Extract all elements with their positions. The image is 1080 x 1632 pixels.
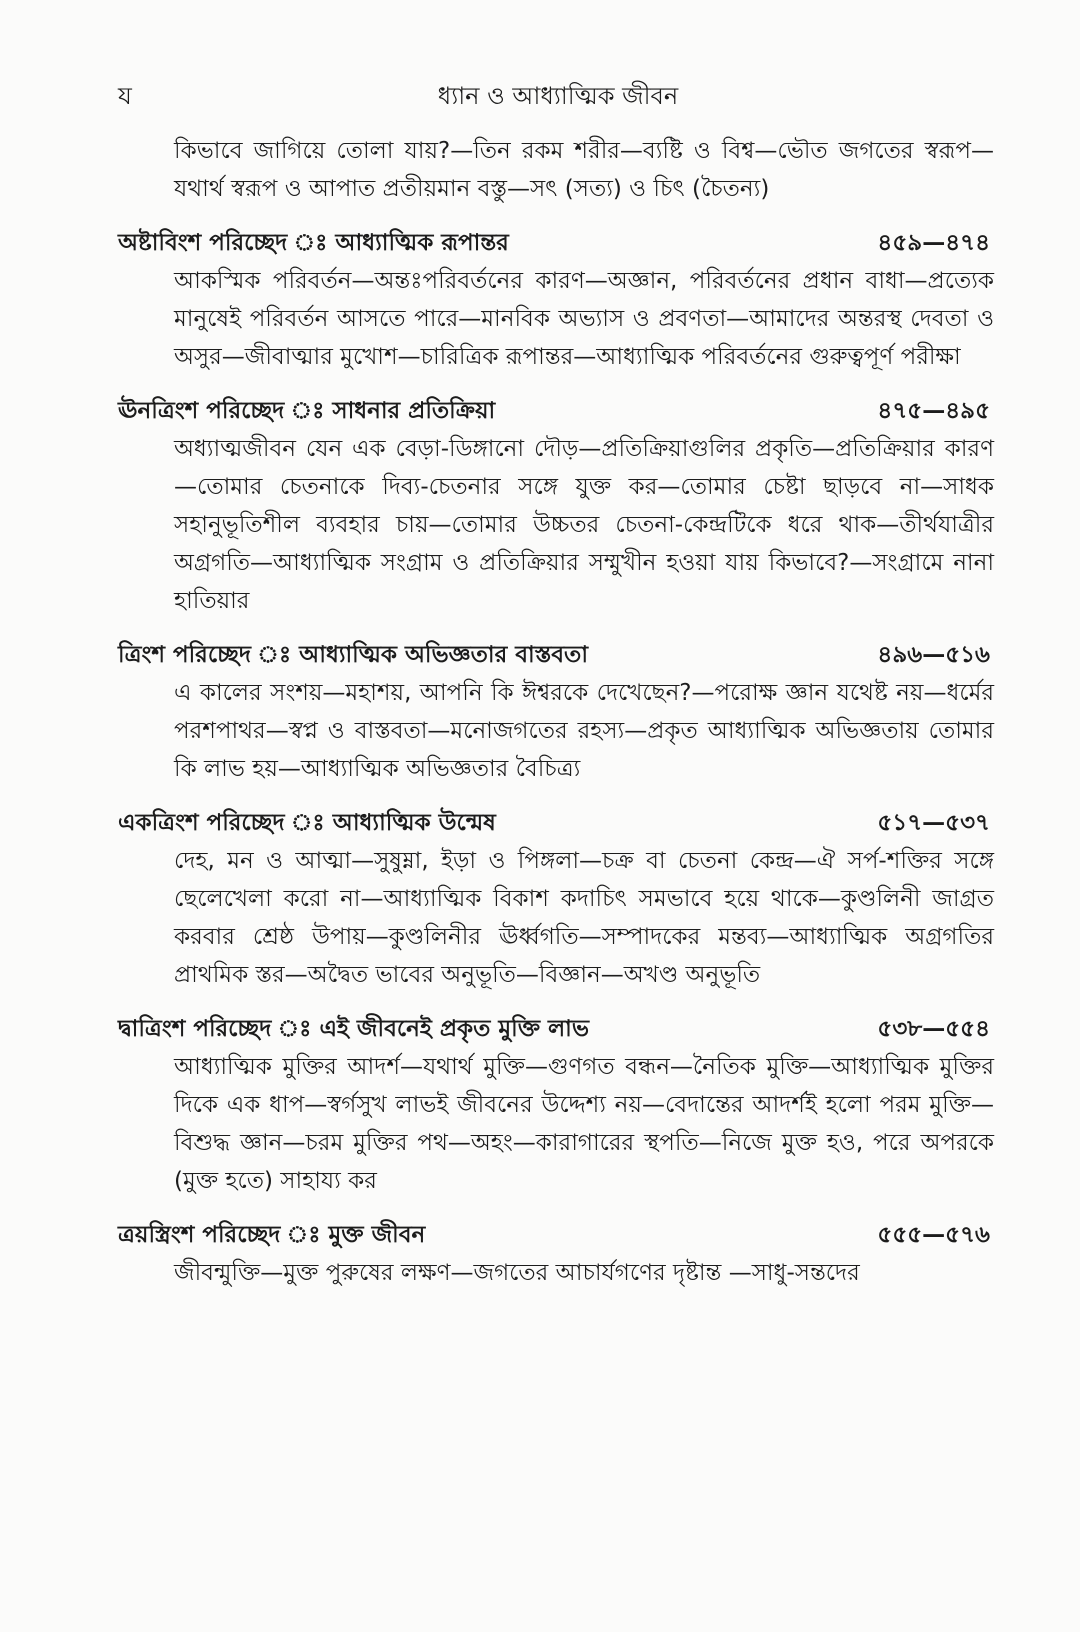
toc-entry-30 — [118, 636, 994, 788]
page-range: ৪৯৬—৫১৬ — [877, 642, 990, 668]
chapter-heading — [118, 392, 994, 430]
chapter-heading — [118, 224, 994, 262]
chapter-summary: এ কালের সংশয়—মহাশয়, আপনি কি ঈশ্বরকে দেখেছেন?—পরোক্ষ জ্ঞান যথেষ্ট নয়—ধর্মের পরশপাথর—স্বপ্ন ও বাস্তবতা—মনোজগতের রহস্য—প্রকৃত আধ্যাত্মিক অভিজ্ঞতায় তোমার কি লাভ হয়—আধ্যাত্মিক অভিজ্ঞতার বৈচিত্র্য — [174, 680, 994, 782]
continued-summary: কিভাবে জাগিয়ে তোলা যায়?—তিন রকম শরীর—ব্যষ্টি ও বিশ্ব—ভৌত জগতের স্বরূপ—যথার্থ স্বরূপ ও আপাত প্রতীয়মান বস্তু—সৎ (সত্য) ও চিৎ (চৈতন্য) — [174, 138, 994, 202]
chapter-title: অষ্টাবিংশ পরিচ্ছেদ ঃ আধ্যাত্মিক রূপান্তর — [118, 230, 509, 256]
chapter-heading — [118, 1216, 994, 1254]
toc-entry-32 — [118, 1010, 994, 1200]
chapter-title: দ্বাত্রিংশ পরিচ্ছেদ ঃ এই জীবনেই প্রকৃত মুক্তি লাভ — [118, 1016, 589, 1042]
chapter-heading — [118, 636, 994, 674]
chapter-heading — [118, 1010, 994, 1048]
toc-entry-28 — [118, 224, 994, 376]
page-range: ৫১৭—৫৩৭ — [877, 810, 990, 836]
toc-entry-29 — [118, 392, 994, 620]
page-number: য — [118, 82, 132, 110]
chapter-summary: জীবন্মুক্তি—মুক্ত পুরুষের লক্ষণ—জগতের আচার্যগণের দৃষ্টান্ত —সাধু-সন্তদের — [174, 1260, 860, 1286]
toc-entry-33 — [118, 1216, 994, 1292]
chapter-title: ঊনত্রিংশ পরিচ্ছেদ ঃ সাধনার প্রতিক্রিয়া — [118, 398, 496, 424]
page-range: ৫৫৫—৫৭৬ — [877, 1222, 990, 1248]
chapter-title: ত্রিংশ পরিচ্ছেদ ঃ আধ্যাত্মিক অভিজ্ঞতার বাস্তবতা — [118, 642, 588, 668]
table-of-contents — [118, 132, 994, 1292]
chapter-summary: আকস্মিক পরিবর্তন—অন্তঃপরিবর্তনের কারণ—অজ্ঞান, পরিবর্তনের প্রধান বাধা—প্রত্যেক মানুষেই পরিবর্তন আসতে পারে—মানবিক অভ্যাস ও প্রবণতা—আমাদের অন্তরস্থ দেবতা ও অসুর—জীবাত্মার মুখোশ—চারিত্রিক রূপান্তর—আধ্যাত্মিক পরিবর্তনের গুরুত্বপূর্ণ পরীক্ষা — [174, 268, 994, 370]
page-range: ৫৩৮—৫৫৪ — [877, 1016, 990, 1042]
book-title: ধ্যান ও আধ্যাত্মিক জীবন — [437, 82, 679, 110]
chapter-summary: আধ্যাত্মিক মুক্তির আদর্শ—যথার্থ মুক্তি—গুণগত বন্ধন—নৈতিক মুক্তি—আধ্যাত্মিক মুক্তির দিকে এক ধাপ—স্বর্গসুখ লাভই জীবনের উদ্দেশ্য নয়—বেদান্তের আদর্শই হলো পরম মুক্তি—বিশুদ্ধ জ্ঞান—চরম মুক্তির পথ—অহং—কারাগারের স্থপতি—নিজে মুক্ত হও, পরে অপরকে (মুক্ত হতে) সাহায্য কর — [174, 1054, 994, 1194]
toc-entry-31 — [118, 804, 994, 994]
running-header — [118, 78, 998, 118]
chapter-summary: দেহ, মন ও আত্মা—সুষুম্না, ইড়া ও পিঙ্গলা—চক্র বা চেতনা কেন্দ্র—ঐ সর্প-শক্তির সঙ্গে ছেলেখেলা করো না—আধ্যাত্মিক বিকাশ কদাচিৎ সমভাবে হয়ে থাকে—কুণ্ডলিনী জাগ্রত করবার শ্রেষ্ঠ উপায়—কুণ্ডলিনীর ঊর্ধ্বগতি—সম্পাদকের মন্তব্য—আধ্যাত্মিক অগ্রগতির প্রাথমিক স্তর—অদ্বৈত ভাবের অনুভূতি—বিজ্ঞান—অখণ্ড অনুভূতি — [174, 848, 994, 988]
chapter-heading — [118, 804, 994, 842]
chapter-title: একত্রিংশ পরিচ্ছেদ ঃ আধ্যাত্মিক উন্মেষ — [118, 810, 496, 836]
page-range: ৪৫৯—৪৭৪ — [877, 230, 990, 256]
page-range: ৪৭৫—৪৯৫ — [877, 398, 990, 424]
chapter-title: ত্রয়স্ত্রিংশ পরিচ্ছেদ ঃ মুক্ত জীবন — [118, 1222, 426, 1248]
chapter-summary: অধ্যাত্মজীবন যেন এক বেড়া-ডিঙ্গানো দৌড়—প্রতিক্রিয়াগুলির প্রকৃতি—প্রতিক্রিয়ার কারণ—তোমার চেতনাকে দিব্য-চেতনার সঙ্গে যুক্ত কর—তোমার চেষ্টা ছাড়বে না—সাধক সহানুভূতিশীল ব্যবহার চায়—তোমার উচ্চতর চেতনা-কেন্দ্রটিকে ধরে থাক—তীর্থযাত্রীর অগ্রগতি—আধ্যাত্মিক সংগ্রাম ও প্রতিক্রিয়ার সম্মুখীন হওয়া যায় কিভাবে?—সংগ্রামে নানা হাতিয়ার — [174, 436, 994, 614]
